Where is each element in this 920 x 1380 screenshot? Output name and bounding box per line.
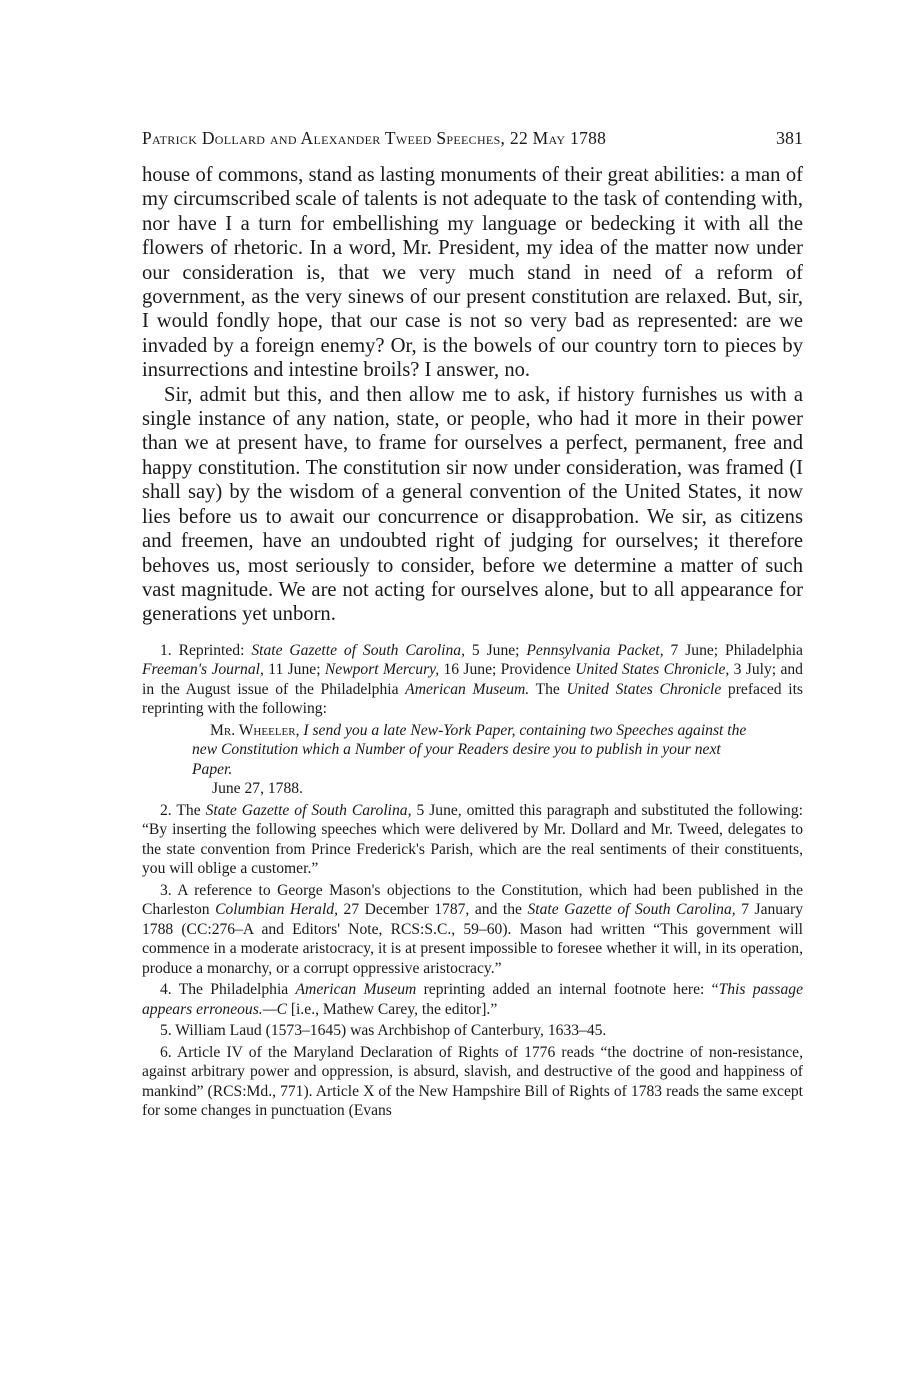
quote-date: June 27, 1788. xyxy=(212,780,303,798)
running-head xyxy=(142,128,803,149)
footnote-2: 2. The State Gazette of South Carolina, 5 June, omitted this paragraph and substituted the following: “By inserting the following speeches which were delivered by Mr. Dollard and Mr. Tweed, delegates to the state convention from Prince Frederick's Parish, which are the real sentiments of their constituents, you will oblige a customer.” xyxy=(142,801,803,878)
body-paragraph-1: house of commons, stand as lasting monuments of their great abilities: a man of my circumscribed scale of talents is not adequate to the task of contending with, nor have I a turn for embellishing my language or bedecking it with all the flowers of rhetoric. In a word, Mr. President, my idea of the matter now under our consideration is, that we very much stand in need of a reform of government, as the very sinews of our present constitution are relaxed. But, sir, I would fondly hope, that our case is not so very bad as represented: are we invaded by a foreign enemy? Or, is the bowels of our country torn to pieces by insurrections and intestine broils? I answer, no. xyxy=(142,164,803,382)
body-paragraph-2: Sir, admit but this, and then allow me to ask, if history furnishes us with a single instance of any nation, state, or people, who had it more in their power than we at present have, to frame for ourselves a perfect, permanent, free and happy constitution. The constitution sir now under consideration, was framed (I shall say) by the wisdom of a general convention of the United States, it now lies before us to await our concurrence or disapprobation. We sir, as citizens and freemen, have an undoubted right of judging for ourselves; it therefore behoves us, most seriously to consider, before we determine a matter of such vast magnitude. We are not acting for ourselves alone, but to all appearance for generations yet unborn. xyxy=(142,383,803,626)
block-quote xyxy=(192,721,753,799)
running-title: Patrick Dollard and Alexander Tweed Speeches, 22 May 1788 xyxy=(142,128,607,148)
footnotes xyxy=(142,641,803,1121)
footnote-1: 1. Reprinted: State Gazette of South Carolina, 5 June; Pennsylvania Packet, 7 June; Philadelphia Freeman's Journal, 11 June; Newport Mercury, 16 June; Providence United States Chronicle, 3 July; and in the August issue of the Philadelphia American Museum. The United States Chronicle prefaced its reprinting with the following: xyxy=(142,641,803,718)
quote-sender: Mr. Wheeler, xyxy=(210,721,300,739)
footnote-6: 6. Article IV of the Maryland Declaration of Rights of 1776 reads “the doctrine of non-resistance, against arbitrary power and oppression, is absurd, slavish, and destructive of the good and happiness of mankind” (RCS:Md., 771). Article X of the New Hampshire Bill of Rights of 1783 reads the same except for some changes in punctuation (Evans xyxy=(142,1043,803,1120)
footnote-4: 4. The Philadelphia American Museum reprinting added an internal footnote here: “This passage appears erroneous.—C [i.e., Mathew Carey, the editor].” xyxy=(142,981,803,1018)
page-number: 381 xyxy=(776,128,803,148)
footnote-3: 3. A reference to George Mason's objections to the Constitution, which had been published in the Charleston Columbian Herald, 27 December 1787, and the State Gazette of South Carolina, 7 January 1788 (CC:276–A and Editors' Note, RCS:S.C., 59–60). Mason had written “This government will commence in a moderate aristocracy, it is at present impossible to foresee whether it will, in its operation, produce a monarchy, or a corrupt oppressive aristocracy.” xyxy=(142,881,804,977)
quote-text: Mr. Wheeler, I send you a late New-York Paper, containing two Speeches against the new Constitution which a Number of your Readers desire you to publish in your next Paper. xyxy=(192,721,747,778)
document-page xyxy=(142,128,803,1123)
footnote-5: 5. William Laud (1573–1645) was Archbishop of Canterbury, 1633–45. xyxy=(160,1022,607,1040)
